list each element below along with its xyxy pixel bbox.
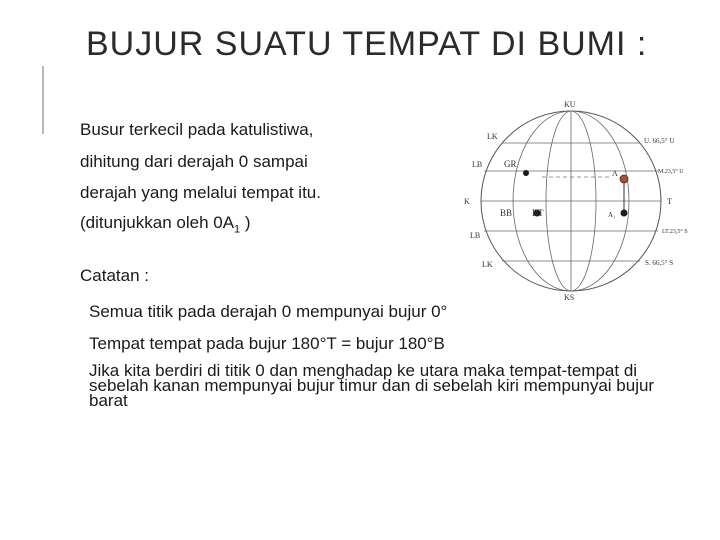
slide-title: BUJUR SUATU TEMPAT DI BUMI : [86,25,648,63]
paragraph-line-4 [80,213,251,235]
label-bt: BT [532,208,544,218]
paragraph-line-2: dihitung dari derajah 0 sampai [80,152,308,171]
point-a1 [621,210,628,217]
notes-heading: Catatan : [80,266,149,285]
paragraph-line-3: derajah yang melalui tempat itu. [80,183,321,202]
title-accent-bar [42,66,44,134]
label-lt-23: LT.23,5° S [662,229,688,235]
label-bb: BB [500,208,513,218]
label-lk-bottom: LK [482,260,493,269]
paragraph-line-4-prefix: (ditunjukkan oleh 0A [80,213,235,232]
paragraph-line-4-subscript: 1 [234,223,241,236]
label-m-23: M.23,5° U [658,169,684,175]
label-u-66: U. 66,5° U [644,137,675,145]
globe-longitude-diagram [462,95,690,305]
paragraph-line-1: Busur terkecil pada katulistiwa, [80,120,314,139]
note-item-2: Tempat tempat pada bujur 180°T = bujur 180°B [89,334,445,353]
paragraph-line-4-suffix: ) [240,213,251,232]
label-ku: KU [564,100,576,109]
point-gr [523,170,529,176]
label-gr: GR [504,159,517,169]
label-a: A [612,169,618,178]
label-k: K [464,197,470,206]
label-s-66: S. 66,5° S [645,259,674,267]
note-item-1: Semua titik pada derajah 0 mempunyai bujur 0° [89,302,448,321]
label-lk-top: LK [487,132,498,141]
label-lb-upper: LB [472,160,483,169]
note-item-3: Jika kita berdiri di titik 0 dan menghadap ke utara maka tempat-tempat di sebelah kanan mempunyai bujur timur dan di sebelah kiri mempunyai bujur barat [89,361,655,410]
label-t: T [667,197,672,206]
point-a [620,175,628,183]
label-ks: KS [564,293,575,302]
label-a1: A₁ [608,211,616,219]
label-lb-lower: LB [470,231,481,240]
